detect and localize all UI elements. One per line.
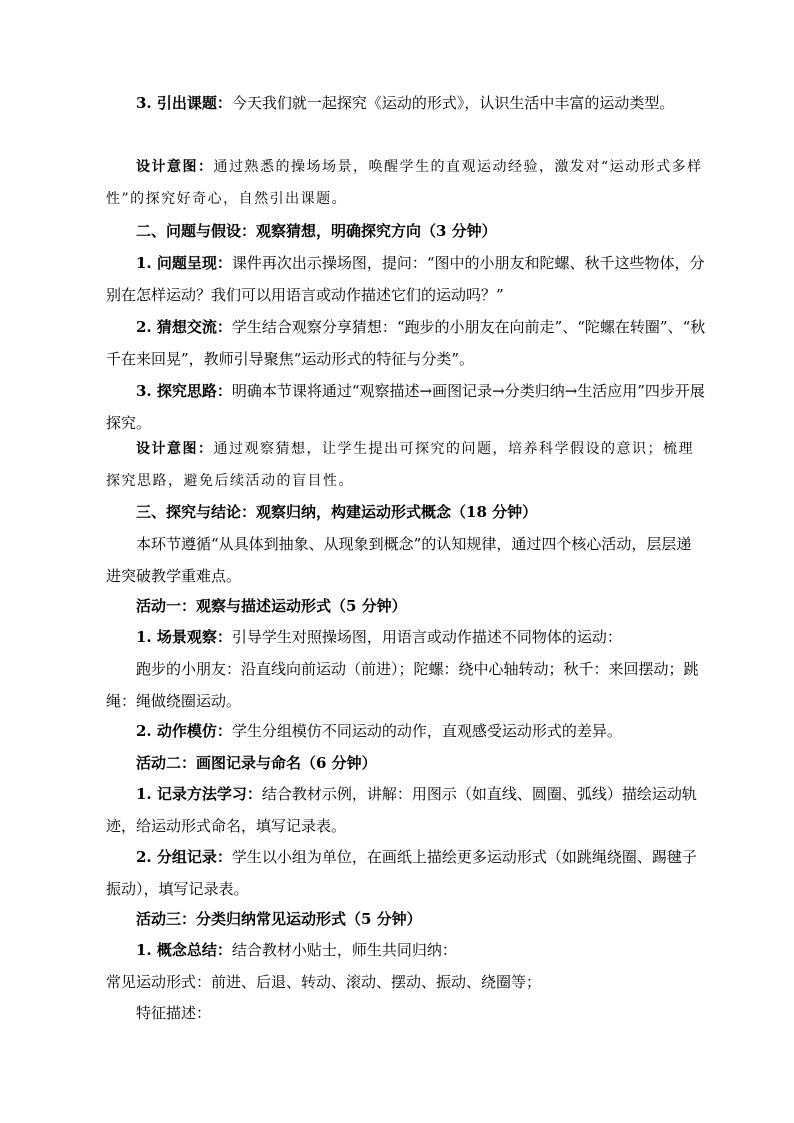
- paragraph-text: 学生结合观察分享猜想：“跑步的小朋友在向前走”、“陀螺在转圈”、“秋千在来回晃”，教师引导聚焦“运动形式的特征与分类”。: [106, 318, 706, 368]
- paragraph-text: 明确本节课将通过“观察描述→画图记录→分类归纳→生活应用”四步开展探究。: [106, 382, 705, 432]
- activity-heading-2: 活动二：画图记录与命名（6 分钟）: [136, 754, 377, 772]
- paragraph-label: 2. 猜想交流：: [136, 318, 232, 336]
- paragraph-text: 引导学生对照操场图，用语言或动作描述不同物体的运动：: [231, 628, 622, 646]
- paragraph-recording-method: [106, 778, 706, 842]
- paragraph-common-motion-forms: 常见运动形式：前进、后退、转动、滚动、摆动、振动、绕圈等；: [106, 973, 542, 991]
- section-heading-3: 三、探究与结论：观察归纳，构建运动形式概念（18 分钟）: [136, 503, 538, 521]
- paragraph-text: 学生以小组为单位，在画纸上描绘更多运动形式（如跳绳绕圈、踢毽子振动），填写记录表。: [106, 848, 697, 898]
- paragraph-question: [106, 247, 706, 311]
- activity-heading-3: 活动三：分类归纳常见运动形式（5 分钟）: [136, 910, 422, 928]
- paragraph-label: 设计意图：: [136, 159, 214, 175]
- paragraph-label: 1. 场景观察：: [136, 628, 232, 646]
- paragraph-hypothesis: [106, 311, 706, 375]
- paragraph-label: 设计意图：: [136, 441, 214, 457]
- paragraph-introduce-topic: [106, 87, 706, 119]
- paragraph-section-intro: 本环节遵循“从具体到抽象、从现象到概念”的认知规律，通过四个核心活动，层层递进突破教学重难点。: [106, 535, 692, 585]
- paragraph-text: 结合教材小贴士，师生共同归纳：: [231, 941, 457, 959]
- activity-heading-1: 活动一：观察与描述运动形式（5 分钟）: [136, 597, 407, 615]
- paragraph-motion-examples: 跑步的小朋友：沿直线向前运动（前进）；陀螺：绕中心轴转动；秋千：来回摆动；跳绳：绳做绕圈运动。: [106, 660, 699, 710]
- paragraph-label: 2. 动作模仿：: [136, 722, 232, 740]
- paragraph-label: 1. 概念总结：: [136, 941, 232, 959]
- section-heading-2: 二、问题与假设：观察猜想，明确探究方向（3 分钟）: [136, 222, 497, 240]
- paragraph-text: 结合教材示例，讲解：用图示（如直线、圆圈、弧线）描绘运动轨迹，给运动形式命名，填写记录表。: [106, 785, 697, 835]
- paragraph-concept-summary: [106, 934, 706, 966]
- paragraph-inquiry-approach: [106, 375, 706, 439]
- paragraph-design-intent-1: [106, 151, 706, 215]
- paragraph-group-recording: [106, 841, 706, 905]
- paragraph-label: 1. 记录方法学习：: [136, 785, 262, 803]
- paragraph-text: 通过观察猜想，让学生提出可探究的问题，培养科学假设的意识；梳理探究思路，避免后续活动的盲目性。: [106, 441, 694, 489]
- paragraph-feature-description: 特征描述：: [136, 1004, 212, 1022]
- paragraph-label: 1. 问题呈现：: [136, 254, 232, 272]
- paragraph-label: 3. 探究思路：: [136, 382, 232, 400]
- paragraph-text: 课件再次出示操场图，提问：“图中的小朋友和陀螺、秋千这些物体，分别在怎样运动？我们可以用语言或动作描述它们的运动吗？”: [106, 254, 705, 304]
- paragraph-label: 2. 分组记录：: [136, 848, 232, 866]
- paragraph-text: 今天我们就一起探究《运动的形式》，认识生活中丰富的运动类型。: [231, 94, 675, 112]
- paragraph-design-intent-2: [106, 433, 706, 497]
- paragraph-scene-observation: [106, 621, 706, 653]
- paragraph-action-imitation: [106, 715, 706, 747]
- paragraph-label: 3. 引出课题：: [136, 94, 232, 112]
- paragraph-text: 学生分组模仿不同运动的动作，直观感受运动形式的差异。: [231, 722, 622, 740]
- paragraph-text: 通过熟悉的操场场景，唤醒学生的直观运动经验，激发对“运动形式多样性”的探究好奇心，自然引出课题。: [106, 159, 703, 207]
